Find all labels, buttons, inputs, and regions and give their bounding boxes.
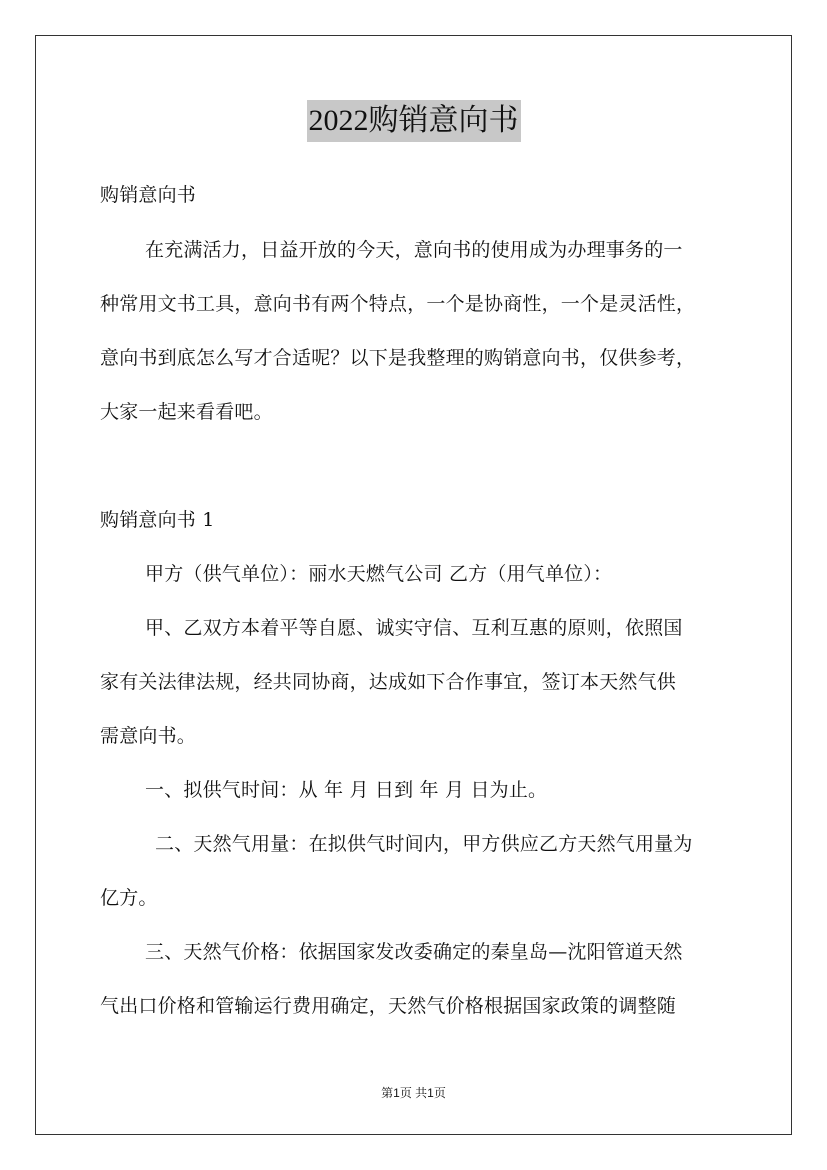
paragraph-line: 甲方（供气单位）：丽水天燃气公司 乙方（用气单位）： [145,563,613,585]
page-footer: 第1页 共1页 [381,1086,446,1100]
paragraph-line: 在充满活力，日益开放的今天，意向书的使用成为办理事务的一 [145,239,683,261]
title-container [0,100,827,142]
paragraph-line: 种常用文书工具，意向书有两个特点，一个是协商性，一个是灵活性， [100,293,696,315]
paragraph-line: 一、拟供气时间：从 年 月 日到 年 月 日为止。 [145,779,548,801]
section-heading: 购销意向书 1 [100,509,215,531]
paragraph-line: 意向书到底怎么写才合适呢？以下是我整理的购销意向书，仅供参考， [100,347,696,369]
document-title: 2022购销意向书 [307,100,521,142]
paragraph-line: 大家一起来看看吧。 [100,401,273,423]
paragraph-line: 亿方。 [100,887,158,909]
paragraph-line: 二、天然气用量：在拟供气时间内，甲方供应乙方天然气用量为 [155,833,693,855]
paragraph-line: 家有关法律法规，经共同协商，达成如下合作事宜，签订本天然气供 [100,671,677,693]
paragraph-line: 需意向书。 [100,725,197,747]
paragraph-line: 甲、乙双方本着平等自愿、诚实守信、互利互惠的原则，依照国 [145,617,683,639]
paragraph-line: 三、天然气价格：依据国家发改委确定的秦皇岛—沈阳管道天然 [145,941,683,963]
paragraph-line: 气出口价格和管输运行费用确定，天然气价格根据国家政策的调整随 [100,995,677,1017]
section-heading: 购销意向书 [100,184,197,206]
